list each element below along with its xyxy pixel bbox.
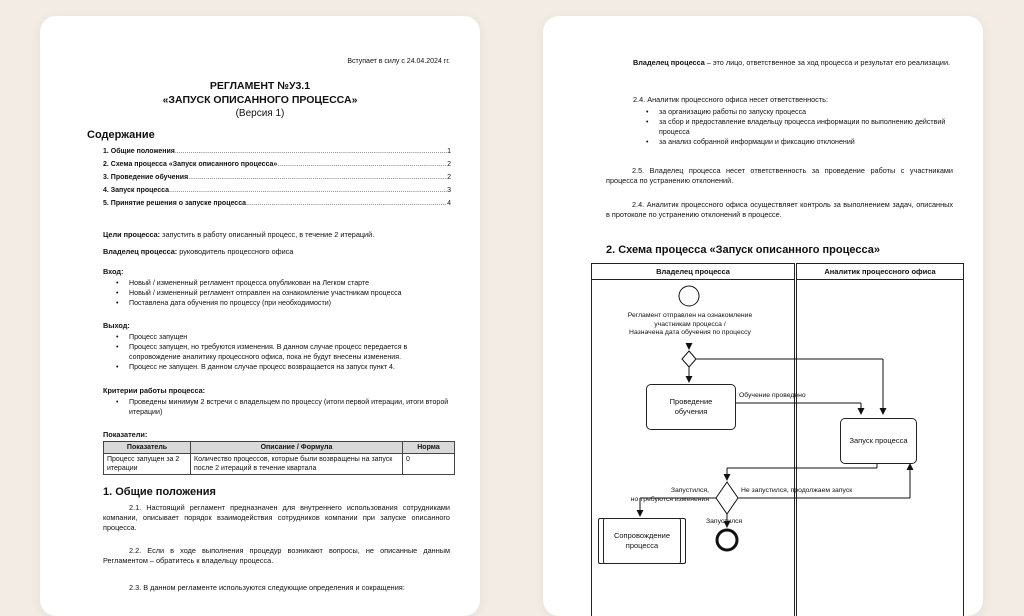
criteria-list [103, 397, 453, 417]
launched-changes-label [603, 487, 709, 504]
toc-label: 1. Общие положения [103, 148, 175, 155]
regulation-version: (Версия 1) [235, 108, 285, 119]
toc-page: 1 [447, 148, 451, 155]
definition-text: – это лицо, ответственное за ход процесса и результат его реализации. [704, 58, 951, 67]
task-label: Сопровождение [613, 531, 671, 540]
table-cell: 0 [403, 454, 455, 475]
paragraph: 2.4. Аналитик процессного офиса осуществляет контроль за выполнением задач, описанных в протоколе по устранению отклонений в процессе. [606, 200, 953, 220]
label-line: Запустился, [670, 487, 709, 494]
start-note [613, 312, 767, 338]
definition-term: Владелец процесса [633, 58, 705, 67]
toc-page: 4 [447, 200, 451, 207]
swimlane-analyst-title: Аналитик процессного офиса [797, 264, 963, 280]
launched-label: Запустился [706, 518, 743, 525]
end-event-icon [717, 530, 737, 550]
table-header: Норма [403, 442, 455, 454]
paragraph: 2.2. Если в ходе выполнения процедур возникают вопросы, не описанные данным Регламентом – обратитесь к владельцу процесса. [103, 546, 450, 566]
table-header: Описание / Формула [191, 442, 403, 454]
list-item: • Поставлена дата обучения по процессу (при необходимости) [103, 298, 453, 308]
toc-label: 4. Запуск процесса [103, 187, 169, 194]
decision-gateway-icon [716, 482, 738, 514]
regulation-title: «ЗАПУСК ОПИСАННОГО ПРОЦЕССА» [162, 94, 358, 106]
list-item: • за сбор и предоставление владельцу процесса информации по выполнению действий процесса [633, 117, 955, 137]
input-list [103, 278, 453, 308]
output-list [103, 332, 453, 372]
table-row [104, 454, 455, 475]
toc-page: 2 [447, 174, 451, 181]
task-label: процесса [625, 541, 659, 550]
list-item: • Процесс запущен [103, 332, 453, 342]
document-page-2 [543, 16, 983, 616]
toc-page: 3 [447, 187, 451, 194]
input-label: Вход: [103, 267, 124, 276]
toc-heading: Содержание [87, 129, 155, 141]
toc-item[interactable] [103, 199, 451, 209]
not-launched-label: Не запустился, продолжаем запуск [741, 487, 853, 494]
toc-item[interactable] [103, 160, 451, 170]
list-item: • Новый / измененный регламент процесса опубликован на Легком старте [103, 278, 453, 288]
toc-page: 2 [447, 161, 451, 168]
list-item: • Новый / измененный регламент отправлен на ознакомление участникам процесса [103, 288, 453, 298]
list-item: • Процесс запущен, но требуются изменения. В данном случае процесс передается в сопровождение аналитику процессного офиса, пока не будут внесены изменения. [103, 342, 453, 362]
start-event-icon [679, 286, 699, 306]
toc-item[interactable] [103, 173, 451, 183]
task-label: обучения [674, 407, 708, 416]
table-cell: Количество процессов, которые были возвращены на запуск после 2 итераций в течение квартала [191, 454, 403, 475]
toc-item[interactable] [103, 147, 451, 157]
paragraph: 2.5. Владелец процесса несет ответственность за проведение работы с участниками процесса по устранению отклонений. [606, 166, 953, 186]
criteria-label: Критерии работы процесса: [103, 386, 206, 395]
start-note-line: Назначена дата обучения по процессу [629, 329, 751, 336]
toc-item[interactable] [103, 186, 451, 196]
document-page-1 [40, 16, 480, 616]
swimlane-owner-title: Владелец процесса [592, 264, 794, 280]
goals-text: запустить в работу описанный процесс, в течение 2 итераций. [160, 230, 375, 239]
training-done-label: Обучение проведено [739, 392, 806, 399]
paragraph: 2.4. Аналитик процессного офиса несет ответственность: [633, 95, 829, 104]
task-label: Запуск процесса [849, 436, 908, 445]
task-label: Проведение [669, 397, 713, 406]
section-heading: 1. Общие положения [103, 486, 216, 498]
paragraph: 2.1. Настоящий регламент предназначен для внутреннего использования сотрудниками компании, описывает порядок взаимодействия сотрудников компании при запуске описанного процесса. [103, 503, 450, 533]
toc-label: 5. Принятие решения о запуске процесса [103, 200, 247, 207]
paragraph: 2.3. В данном регламенте используются следующие определения и сокращения: [129, 583, 405, 592]
launch-task[interactable] [840, 418, 917, 464]
regulation-number: РЕГЛАМЕНТ №У3.1 [209, 80, 311, 92]
owner-label: Владелец процесса: [103, 247, 178, 256]
section-heading: 2. Схема процесса «Запуск описанного процесса» [606, 244, 880, 256]
support-subprocess[interactable] [598, 518, 686, 564]
list-item: • Проведены минимум 2 встречи с владельцем по процессу (итоги первой итерации, итоги второй итерации) [103, 397, 453, 417]
list-item: • за анализ собранной информации и фиксацию отклонений [633, 137, 955, 147]
start-note-line: участникам процесса / [654, 320, 726, 328]
list-item: • за организацию работы по запуску процесса [633, 107, 955, 117]
table-cell: Процесс запущен за 2 итерации [104, 454, 191, 475]
training-task[interactable] [646, 384, 736, 430]
table-header: Показатель [104, 442, 191, 454]
list-item: • Процесс не запущен. В данном случае процесс возвращается на запуск пункт 4. [103, 362, 453, 372]
indicators-label: Показатели: [103, 430, 148, 439]
owner-line [103, 247, 293, 257]
effective-date: Вступает в силу с 24.04.2024 гг. [347, 58, 450, 65]
owner-text: руководитель процессного офиса [177, 247, 294, 256]
start-note-line: Регламент отправлен на ознакомление [627, 312, 753, 319]
label-line: но требуются изменения [630, 495, 709, 503]
toc-label: 2. Схема процесса «Запуск описанного процесса» [103, 161, 278, 168]
toc-label: 3. Проведение обучения [103, 174, 189, 181]
table-header-row [104, 442, 455, 454]
goals-line [103, 230, 374, 240]
goals-label: Цели процесса: [103, 230, 161, 239]
gateway-icon [682, 351, 696, 367]
indicators-table [103, 441, 455, 475]
output-label: Выход: [103, 321, 130, 330]
